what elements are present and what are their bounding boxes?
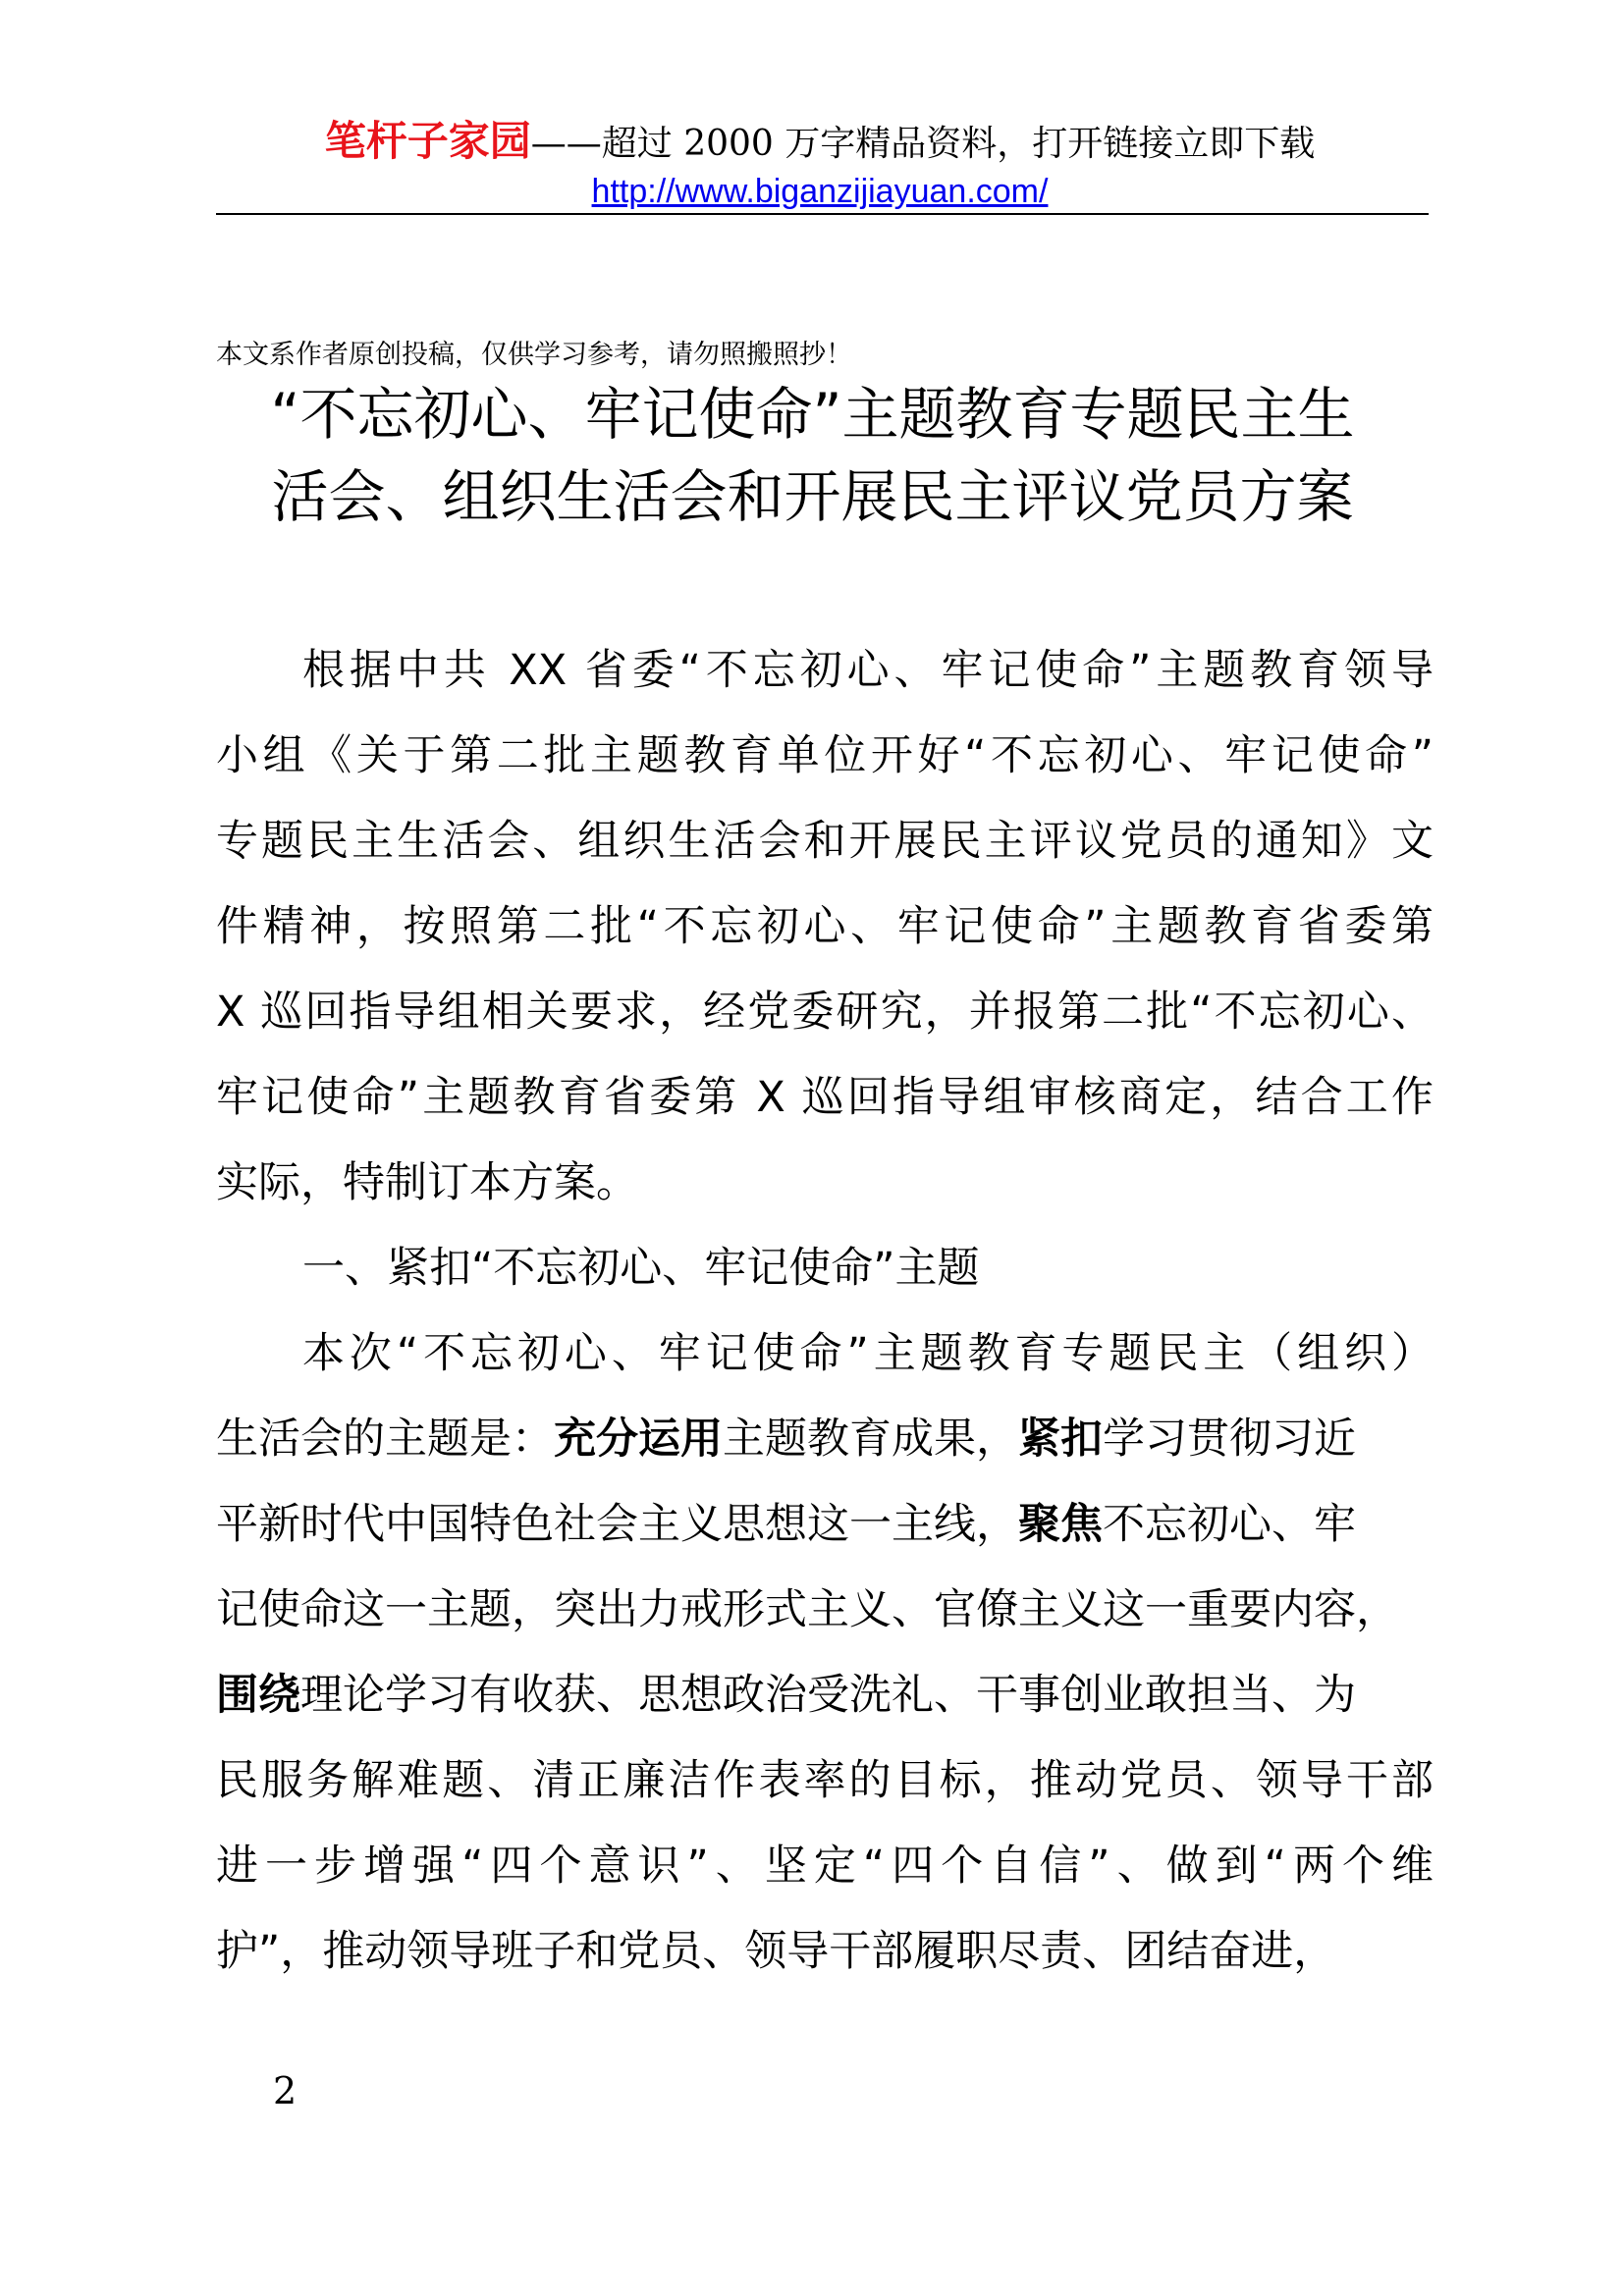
header-banner [216,116,1424,170]
p2-l2-bold-b: 紧扣 [1018,1415,1103,1464]
paragraph-2-line-1: 本次“不忘初心、牢记使命”主题教育专题民主（组织） [302,1329,1434,1378]
document-header [216,116,1424,213]
p2-l3-bold: 聚焦 [1018,1500,1103,1549]
paragraph-2-line-3 [216,1482,1434,1568]
title-line-1: “不忘初心、牢记使命”主题教育专题民主生 [270,381,1355,448]
page-number: 2 [273,2069,298,2112]
paragraph-1-line-3: 专题民主生活会、组织生活会和开展民主评议党员的通知》文 [216,817,1434,866]
paragraph-2-line-8: 护”，推动领导班子和党员、领导干部履职尽责、团结奋进， [216,1927,1336,1976]
paragraph-2-line-6: 民服务解难题、清正廉洁作表率的目标，推动党员、领导干部 [216,1756,1434,1805]
paragraph-2-line-5 [216,1653,1434,1738]
header-divider [216,213,1429,215]
p2-l5-text: 理论学习有收获、思想政治受洗礼、干事创业敢担当、为 [300,1671,1356,1720]
paragraph-1-line-4: 件精神，按照第二批“不忘初心、牢记使命”主题教育省委第 [216,902,1434,951]
p2-l2-bold-a: 充分运用 [554,1415,723,1464]
p2-l3-text-b: 不忘初心、牢 [1103,1500,1356,1549]
site-name: 笔杆子家园 [324,117,531,165]
paragraph-1-line-7: 实际，特制订本方案。 [216,1158,638,1207]
paragraph-1-line-6: 牢记使命”主题教育省委第 X 巡回指导组审核商定，结合工作 [216,1073,1434,1122]
paragraph-2-line-7: 进一步增强“四个意识”、坚定“四个自信”、做到“两个维 [216,1842,1434,1891]
header-slogan: ——超过 2000 万字精品资料，打开链接立即下载 [530,124,1316,164]
section-heading-1: 一、紧扣“不忘初心、牢记使命”主题 [302,1244,980,1293]
paragraph-1-line-5: X 巡回指导组相关要求，经党委研究，并报第二批“不忘初心、 [216,988,1434,1037]
p2-l2-text-a: 生活会的主题是： [216,1415,554,1464]
paragraph-2-line-4: 记使命这一主题，突出力戒形式主义、官僚主义这一重要内容， [216,1585,1398,1634]
title-line-2: 活会、组织生活会和开展民主评议党员方案 [271,463,1354,530]
document-title [196,373,1429,538]
paragraph-1-line-2: 小组《关于第二批主题教育单位开好“不忘初心、牢记使命” [216,731,1434,780]
p2-l3-text-a: 平新时代中国特色社会主义思想这一主线， [216,1500,1018,1549]
disclaimer-note: 本文系作者原创投稿，仅供学习参考，请勿照搬照抄！ [216,340,852,370]
p2-l2-text-c: 学习贯彻习近 [1103,1415,1356,1464]
p2-l2-text-b: 主题教育成果， [723,1415,1018,1464]
paragraph-2-line-2 [216,1397,1434,1482]
p2-l5-bold: 围绕 [216,1671,300,1720]
document-body [216,628,1434,1995]
header-link[interactable]: http://www.biganzijiayuan.com/ [591,173,1049,210]
paragraph-1-line-1: 根据中共 XX 省委“不忘初心、牢记使命”主题教育领导 [302,646,1434,695]
